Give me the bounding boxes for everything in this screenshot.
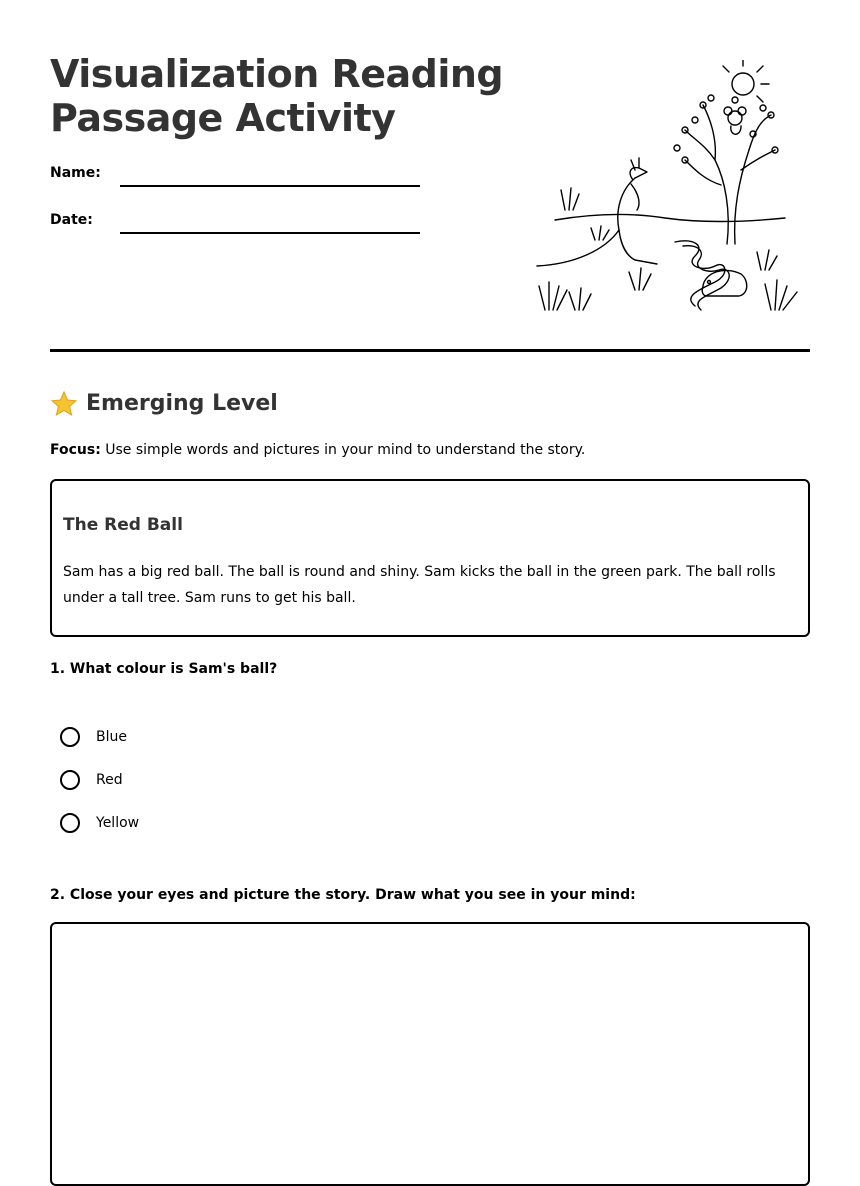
star-icon: [50, 390, 78, 418]
sun-icon: [723, 60, 769, 102]
story-title: The Red Ball: [63, 515, 183, 535]
radio-red[interactable]: [60, 770, 80, 790]
koala-icon: [724, 107, 746, 134]
name-label: Name:: [50, 165, 101, 181]
option-yellow[interactable]: [60, 811, 260, 835]
grass-icon: [539, 188, 797, 310]
header-divider: [50, 349, 810, 352]
focus-description: Use simple words and pictures in your mind to understand the story.: [105, 442, 586, 458]
worksheet-page: [50, 0, 810, 1161]
page-title: Visualization Reading Passage Activity: [50, 52, 504, 140]
date-line[interactable]: [120, 232, 420, 234]
radio-blue[interactable]: [60, 727, 80, 747]
option-label: Blue: [96, 729, 127, 745]
name-field[interactable]: [50, 165, 420, 189]
outback-illustration: [535, 60, 805, 320]
option-label: Red: [96, 772, 123, 788]
story-box: [50, 479, 810, 637]
focus-label: Focus:: [50, 442, 101, 458]
date-label: Date:: [50, 212, 93, 228]
level-heading: [50, 388, 278, 420]
option-blue[interactable]: [60, 725, 260, 749]
story-text: Sam has a big red ball. The ball is round and shiny. Sam kicks the ball in the green park. The ball rolls under a tall tree. Sam runs to get his ball.: [63, 564, 776, 606]
level-heading-text: Emerging Level: [86, 391, 278, 416]
question-2: 2. Close your eyes and picture the story. Draw what you see in your mind:: [50, 887, 636, 903]
radio-yellow[interactable]: [60, 813, 80, 833]
option-red[interactable]: [60, 768, 260, 792]
question-1: 1. What colour is Sam's ball?: [50, 661, 278, 677]
drawing-area[interactable]: [50, 922, 810, 1186]
kangaroo-icon: [537, 158, 657, 266]
option-label: Yellow: [96, 815, 140, 831]
focus-text: [50, 440, 585, 460]
name-line[interactable]: [120, 185, 420, 187]
date-field[interactable]: [50, 212, 420, 236]
